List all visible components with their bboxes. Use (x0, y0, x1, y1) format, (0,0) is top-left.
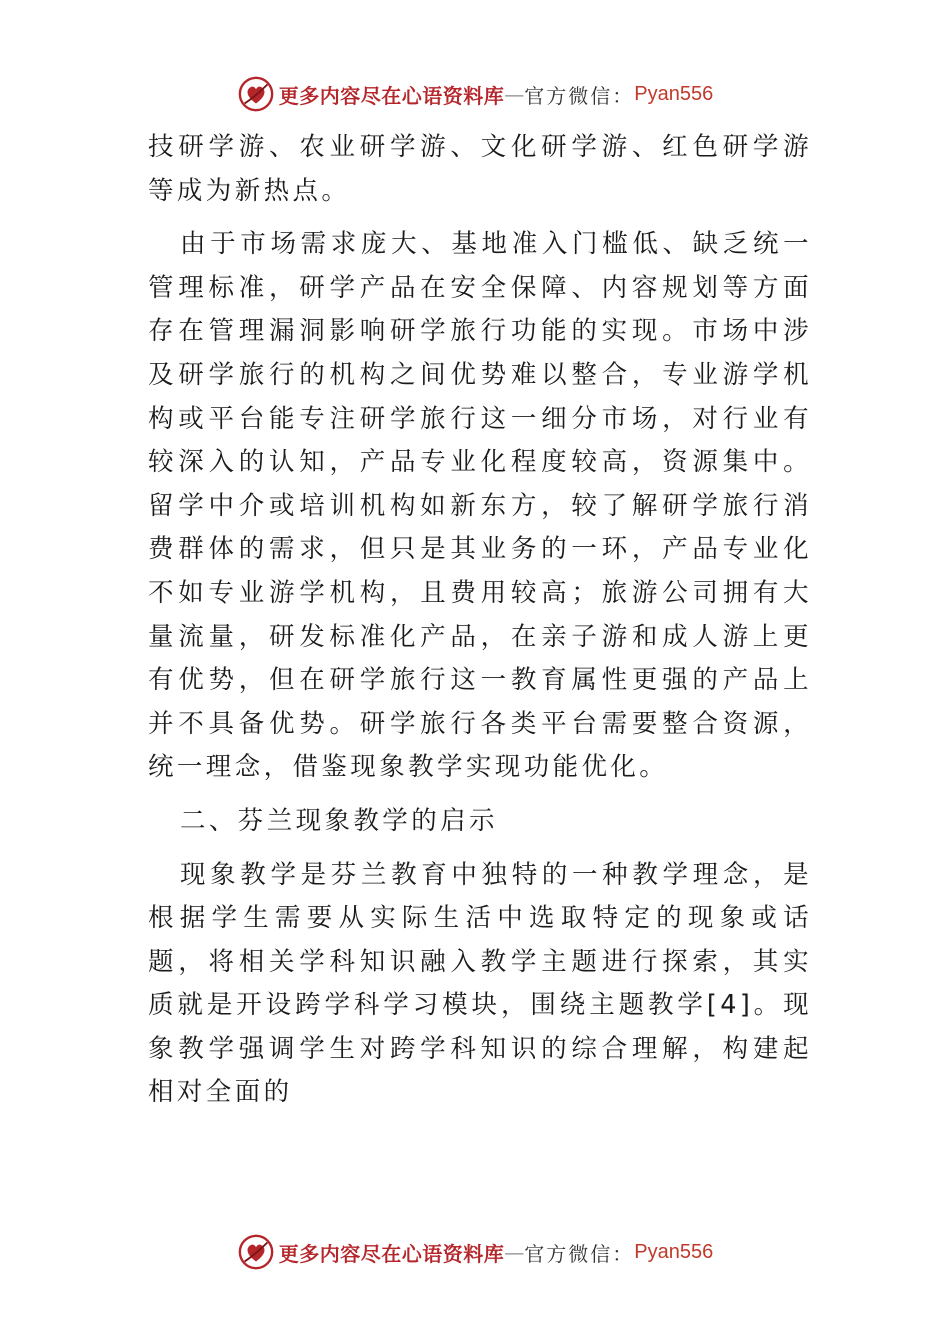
banner-wechat-label: 官方微信： (524, 83, 635, 108)
section-heading: 二、芬兰现象教学的启示 (180, 805, 498, 836)
banner-wechat-id: Pyan556 (634, 1240, 714, 1263)
banner-main-text: 更多内容尽在心语资料库 (278, 83, 505, 108)
heart-logo-icon (237, 1233, 275, 1271)
heart-logo-icon (237, 75, 275, 113)
header-banner (0, 72, 950, 116)
banner-main-text: 更多内容尽在心语资料库 (278, 1241, 505, 1266)
paragraph-phenomenon: 现象教学是芬兰教育中独特的一种教学理念，是根据学生需要从实际生活中选取特定的现象或话题，将相关学科知识融入教学主题进行探索，其实质就是开设跨学科学习模块，围绕主题教学[4]。现象教学强调学生对跨学科知识的综合理解，构建起相对全面的 (148, 859, 812, 1108)
banner-wechat-id: Pyan556 (634, 82, 714, 105)
paragraph-market: 由于市场需求庞大、基地准入门槛低、缺乏统一管理标准，研学产品在安全保障、内容规划等方面存在管理漏洞影响研学旅行功能的实现。市场中涉及研学旅行的机构之间优势难以整合，专业游学机构或平台能专注研学旅行这一细分市场，对行业有较深入的认知，产品专业化程度较高，资源集中。留学中介或培训机构如新东方，较了解研学旅行消费群体的需求，但只是其业务的一环，产品专业化不如专业游学机构，且费用较高；旅游公司拥有大量流量，研发标准化产品，在亲子游和成人游上更有优势，但在研学旅行这一教育属性更强的产品上并不具备优势。研学旅行各类平台需要整合资源，统一理念，借鉴现象教学实现功能优化。 (148, 229, 812, 783)
banner-dash: — (504, 1240, 525, 1264)
paragraph-continuation: 技研学游、农业研学游、文化研学游、红色研学游等成为新热点。 (148, 132, 812, 206)
footer-banner (0, 1230, 950, 1274)
document-body (148, 126, 812, 1125)
banner-wechat-label: 官方微信： (524, 1241, 635, 1266)
banner-dash: — (504, 82, 525, 106)
